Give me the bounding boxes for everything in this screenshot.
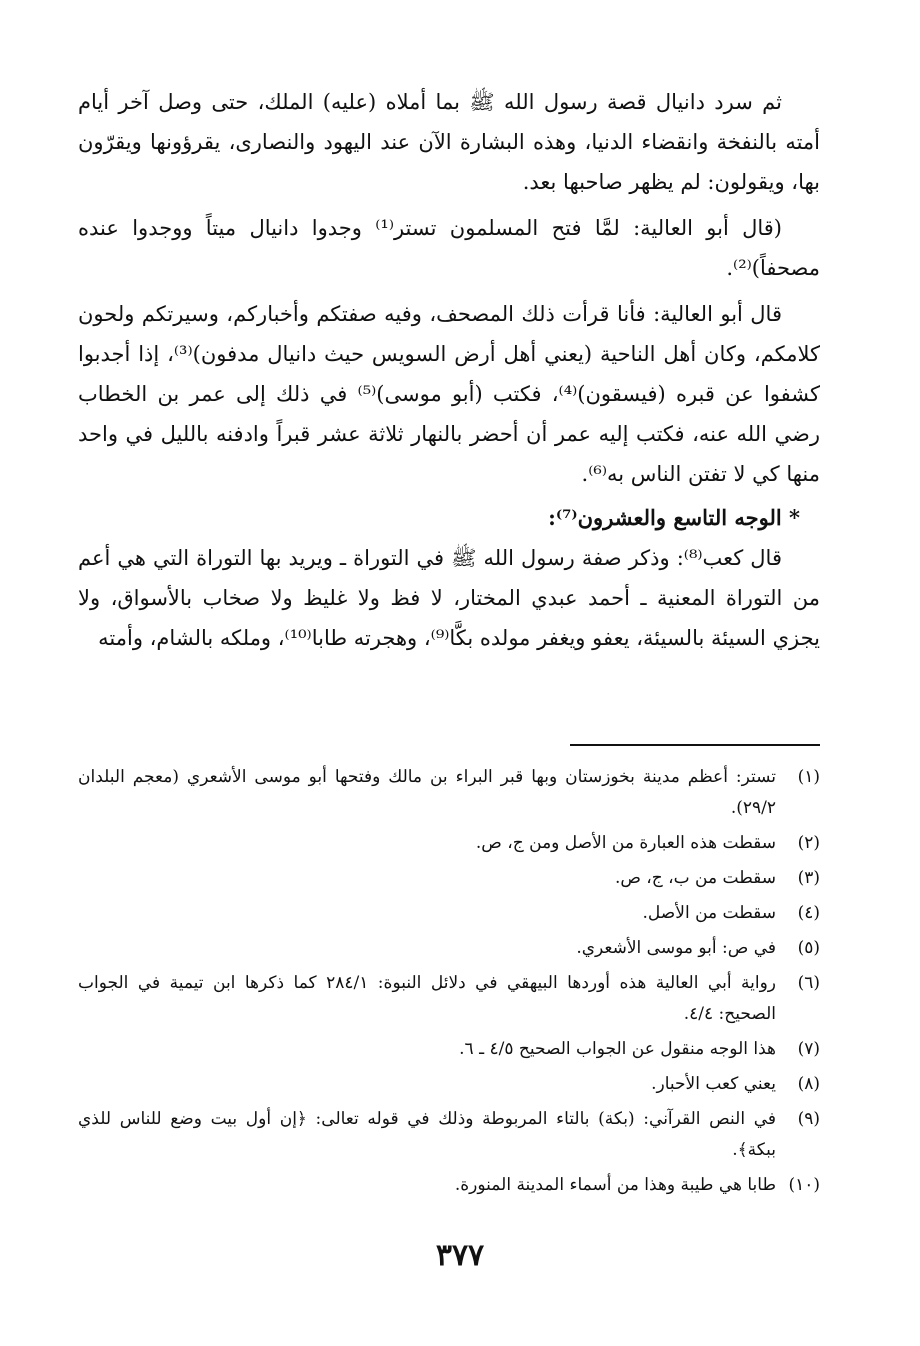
- footnote-3: [78, 863, 820, 894]
- section-heading: * الوجه التاسع والعشرون⁽⁷⁾:: [548, 505, 800, 530]
- footnote-5: [78, 933, 820, 964]
- footnote-number: (٩): [797, 1109, 820, 1129]
- footnote-text: رواية أبي العالية هذه أوردها البيهقي في دلائل النبوة: ٢٨٤/١ كما ذكرها ابن تيمية في الجواب الصحيح: ٤/٤.: [78, 973, 776, 1024]
- paragraph-4: قال كعب⁽⁸⁾: وذكر صفة رسول الله ﷺ في التوراة ـ ويريد بها التوراة التي هي أعم من التوراة المعنية ـ أحمد عبدي المختار، لا فظ ولا غليظ ولا صخاب بالأسواق، ولا يجزي السيئة بالسيئة، يعفو ويغفر مولده بكَّا⁽⁹⁾، وهجرته طابا⁽¹⁰⁾، وملكه بالشام، وأمته: [78, 546, 820, 650]
- footnote-text: هذا الوجه منقول عن الجواب الصحيح ٤/٥ ـ ٦.: [459, 1039, 776, 1059]
- footnote-9: [78, 1104, 820, 1166]
- footnote-number: (٦): [797, 973, 820, 993]
- footnote-2: [78, 828, 820, 859]
- main-text: [78, 82, 820, 658]
- footnote-4: [78, 898, 820, 929]
- footnote-text: سقطت هذه العبارة من الأصل ومن ج، ص.: [475, 833, 776, 853]
- footnote-text: تستر: أعظم مدينة بخوزستان وبها قبر البراء بن مالك وفتحها أبو موسى الأشعري (معجم البلدان ٢٩/٢).: [78, 767, 776, 818]
- footnote-text: سقطت من ب، ج، ص.: [614, 868, 776, 888]
- footnote-number: (٤): [797, 903, 820, 923]
- footnote-7: [78, 1034, 820, 1065]
- footnote-1: [78, 762, 820, 824]
- footnote-text: طابا هي طيبة وهذا من أسماء المدينة المنورة.: [454, 1175, 776, 1195]
- footnote-number: (٥): [797, 938, 820, 958]
- paragraph-1: ثم سرد دانيال قصة رسول الله ﷺ بما أملاه (عليه) الملك، حتى وصل آخر أيام أمته بالنفخة وانقضاء الدنيا، وهذه البشارة الآن عند اليهود والنصارى، يقرؤونها ويقرّون بها، ويقولون: لم يظهر صاحبها بعد.: [78, 90, 820, 194]
- footnote-number: (٨): [797, 1074, 820, 1094]
- footnote-text: في ص: أبو موسى الأشعري.: [576, 938, 776, 958]
- footnote-6: [78, 968, 820, 1030]
- footnote-number: (١٠): [788, 1175, 820, 1195]
- footnote-number: (٣): [797, 868, 820, 888]
- footnote-text: سقطت من الأصل.: [642, 903, 776, 923]
- footnote-number: (٢): [797, 833, 820, 853]
- footnote-text: في النص القرآني: (بكة) بالتاء المربوطة وذلك في قوله تعالى: ﴿إن أول بيت وضع للناس للذي ببكة﴾.: [78, 1109, 776, 1160]
- footnote-8: [78, 1069, 820, 1100]
- footnote-text: يعني كعب الأحبار.: [651, 1074, 776, 1094]
- paragraph-3: قال أبو العالية: فأنا قرأت ذلك المصحف، وفيه صفتكم وأخباركم، وسيرتكم ولحون كلامكم، وكان أهل الناحية (يعني أهل أرض السويس حيث دانيال مدفون)⁽³⁾، إذا أجدبوا كشفوا عن قبره (فيسقون)⁽⁴⁾، فكتب (أبو موسى)⁽⁵⁾ في ذلك إلى عمر بن الخطاب رضي الله عنه، فكتب إليه عمر أن أحضر بالنهار ثلاثة عشر قبراً وادفنه بالليل في واحد منها كي لا تفتن الناس به⁽⁶⁾.: [78, 302, 820, 486]
- footnote-number: (٧): [797, 1039, 820, 1059]
- footnote-number: (١): [797, 767, 820, 787]
- paragraph-2: (قال أبو العالية: لمَّا فتح المسلمون تستر⁽¹⁾ وجدوا دانيال ميتاً ووجدوا عنده مصحفاً)⁽²⁾.: [78, 216, 820, 280]
- footnote-10: [78, 1170, 820, 1201]
- page-number: ٣٧٧: [435, 1238, 485, 1273]
- footnote-divider: [570, 744, 820, 746]
- footnotes: [78, 762, 820, 1205]
